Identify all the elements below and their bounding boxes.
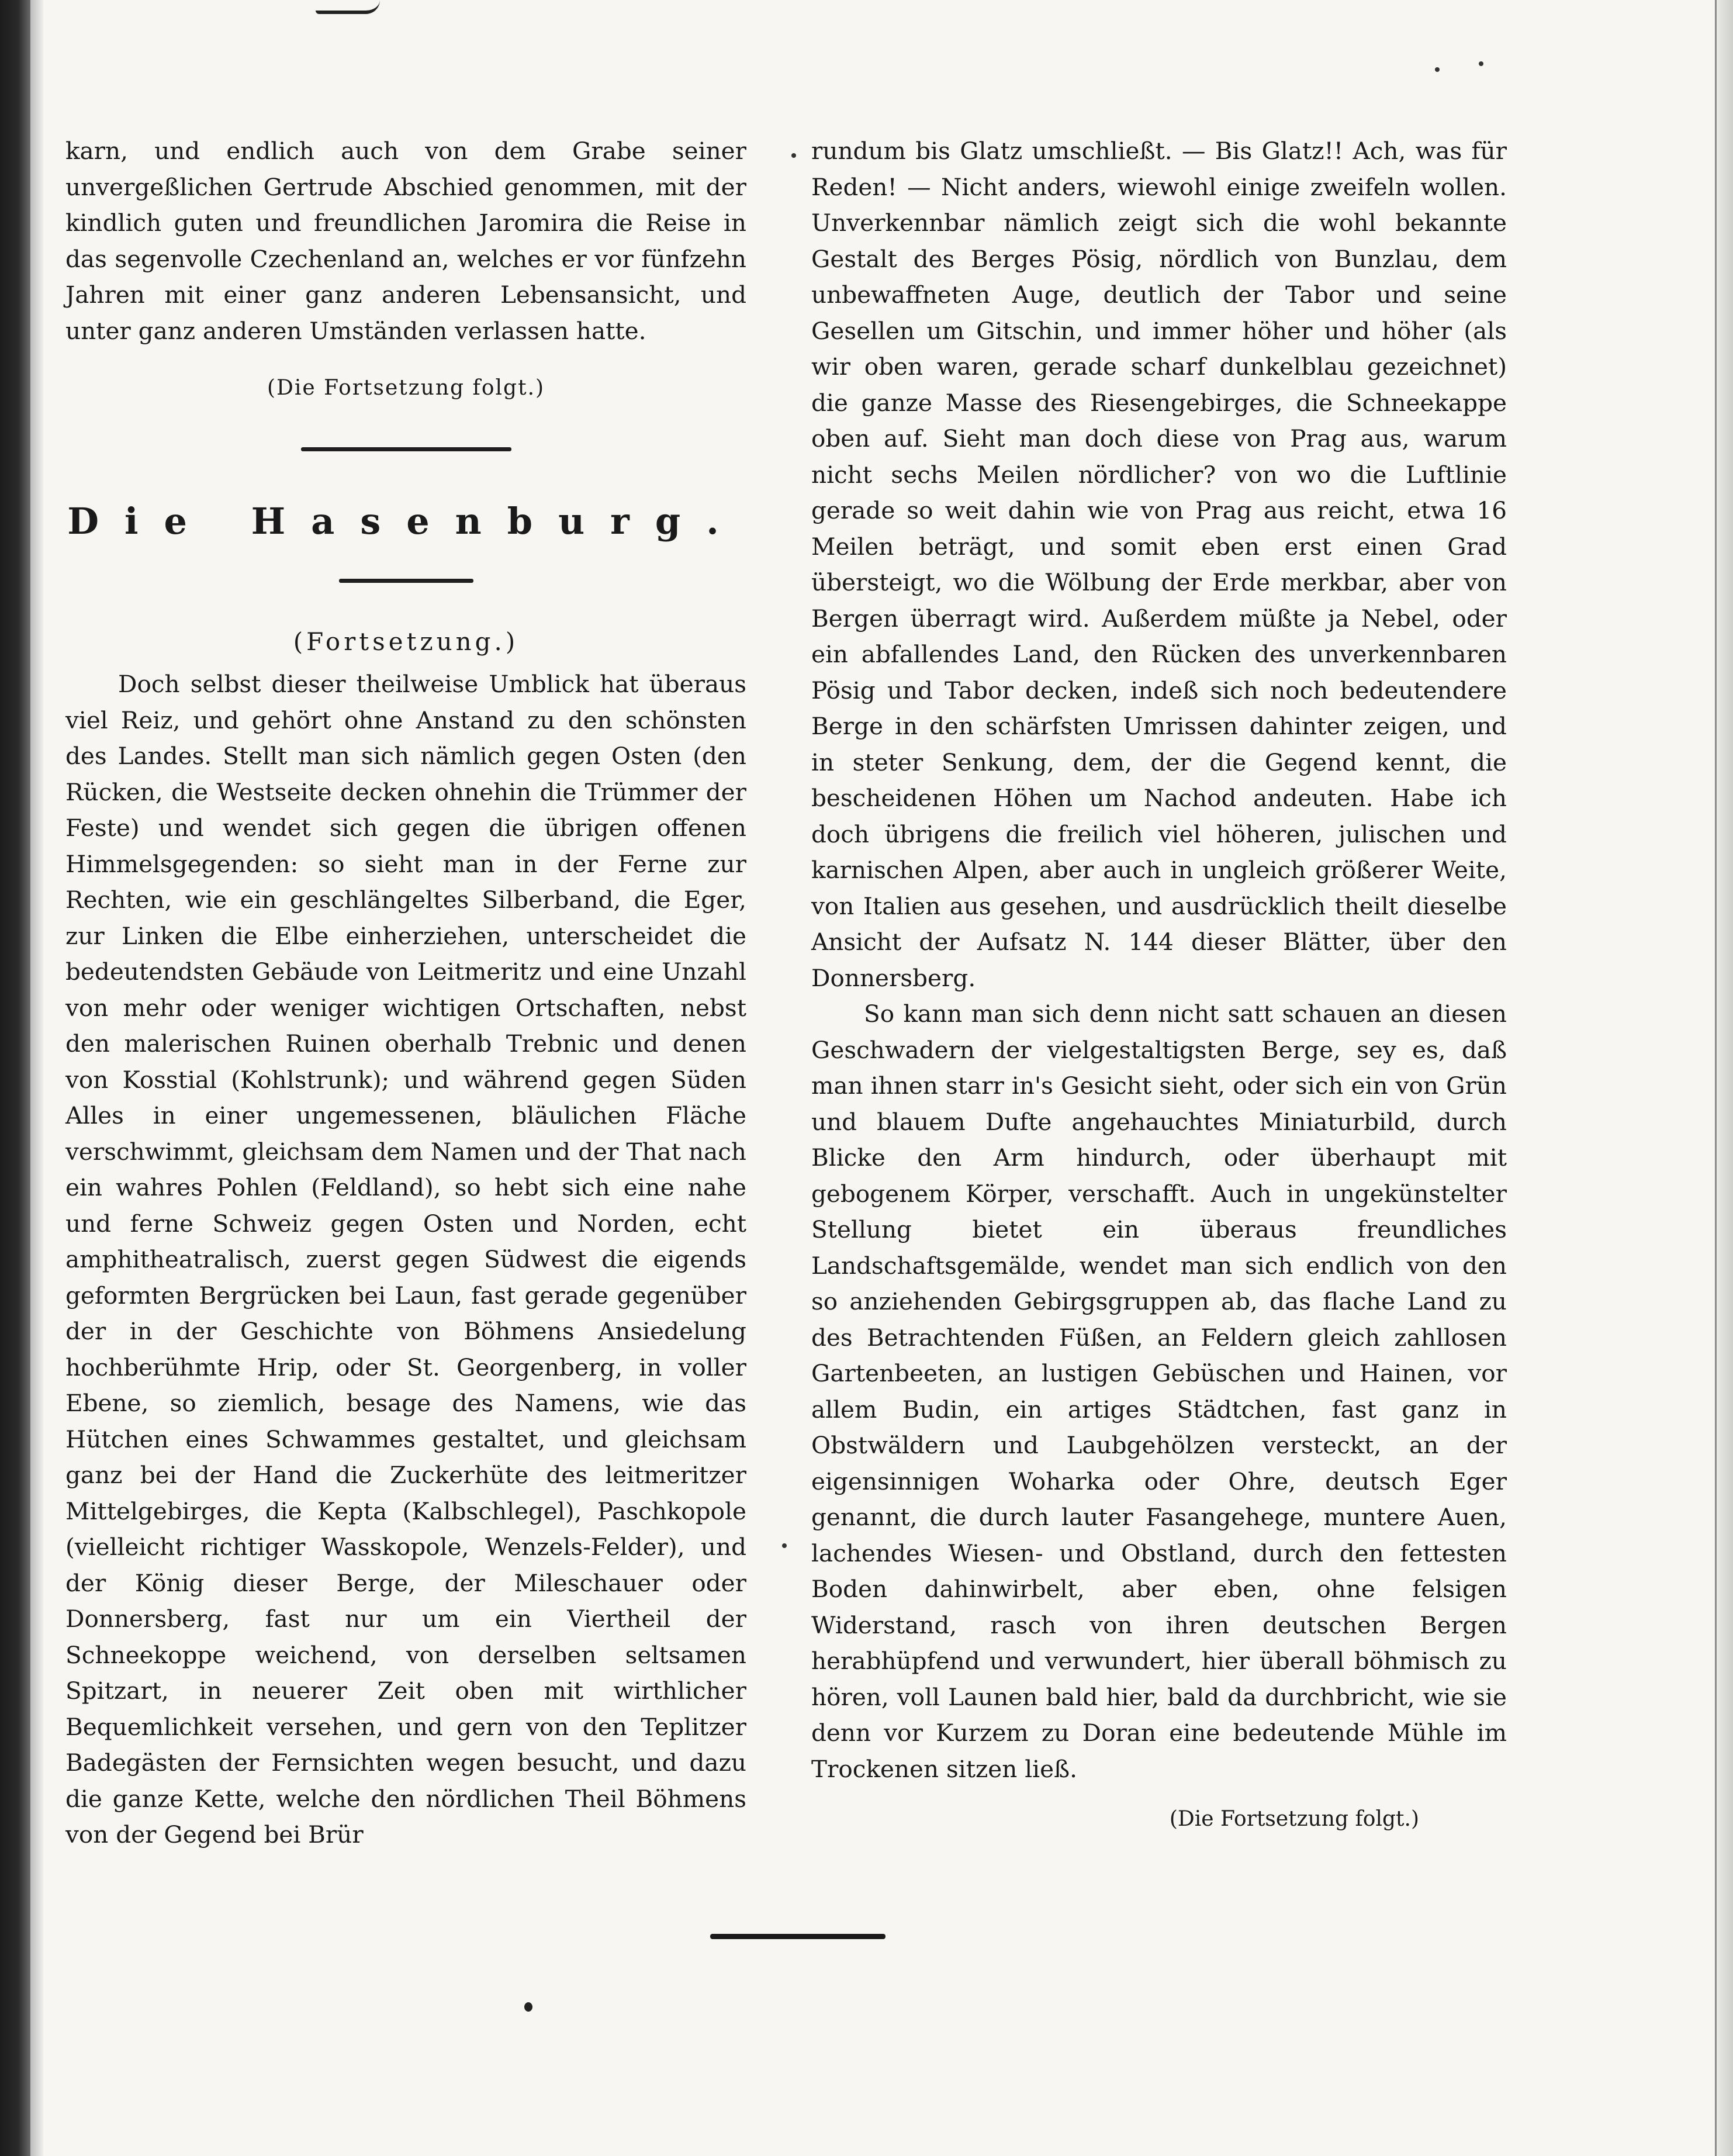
article-title: Die Hasenburg. bbox=[67, 499, 745, 543]
right-column bbox=[811, 133, 1507, 1837]
ink-speck bbox=[791, 153, 796, 158]
left-column bbox=[65, 133, 746, 1853]
body-paragraph: Doch selbst dieser theilweise Umblick hat überaus viel Reiz, und gehört ohne Anstand zu den schönsten des Landes. Stellt man sich nämlich gegen Osten (den Rücken, die Westseite decken ohnehin die Trümmer der Feste) und wendet sich gegen die übrigen offenen Himmelsgegenden: so sieht man in der Ferne zur Rechten, wie ein geschlängeltes Silberband, die Eger, zur Linken die Elbe einherziehen, unterscheidet die bedeutendsten Gebäude von Leitmeritz und eine Unzahl von mehr oder weniger wichtigen Ortschaften, nebst den malerischen Ruinen oberhalb Trebnic und denen von Kosstial (Kohlstrunk); und während gegen Süden Alles in einer ungemessenen, bläulichen Fläche verschwimmt, gleichsam dem Namen und der That nach ein wahres Pohlen (Feldland), so hebt sich eine nahe und ferne Schweiz gegen Osten und Norden, echt amphitheatralisch, zuerst gegen Südwest die eigends geformten Bergrücken bei Laun, fast gerade gegenüber der in der Geschichte von Böhmens Ansiedelung hochberühmte Hrip, oder St. Georgenberg, in voller Ebene, so ziemlich, besage des Namens, wie das Hütchen eines Schwammes gestaltet, und gleichsam ganz bei der Hand die Zuckerhüte des leitmeritzer Mittelgebirges, die Kepta (Kalbschlegel), Paschkopole (vielleicht richtiger Wasskopole, Wenzels-Felder), und der König dieser Berge, der Mileschauer oder Donnersberg, fast nur um ein Viertheil der Schneekoppe weichend, von derselben seltsamen Spitzart, in neuerer Zeit oben mit wirthlicher Bequemlichkeit versehen, und gern von den Teplitzer Badegästen der Fernsichten wegen besucht, und dazu die ganze Kette, welche den nördlichen Theil Böhmens von der Gegend bei Brür bbox=[65, 670, 746, 1849]
paragraph-2: So kann man sich denn nicht satt schauen an diesen Geschwadern der vielgestaltigsten Berge, sey es, daß man ihnen starr in's Gesicht sieht, oder sich ein von Grün und blauem Dufte angehauchtes Miniaturbild, durch Blicke den Arm hindurch, oder überhaupt mit gebogenem Körper, verschafft. Auch in ungekünstelter Stellung bietet ein überaus freundliches Landschaftsgemälde, wendet man sich endlich von den so anziehenden Gebirgsgruppen ab, das flache Land zu des Betrachtenden Füßen, an Feldern gleich zahllosen Gartenbeeten, an lustigen Gebüschen und Hainen, vor allem Budin, ein artiges Städtchen, fast ganz in Obstwäldern und Laubgehölzen versteckt, an der eigensinnigen Woharka oder Ohre, deutsch Eger genannt, die durch lauter Fasangehege, muntere Auen, lachendes Wiesen- und Obstland, durch den fettesten Boden dahinwirbelt, aber eben, ohne felsigen Widerstand, rasch von ihren deutschen Bergen herabhüpfend und verwundert, hier überall böhmisch zu hören, voll Launen bald hier, bald da durchbricht, wie sie denn vor Kurzem zu Doran eine bedeutende Mühle im Trockenen sitzen ließ. bbox=[811, 1000, 1507, 1783]
ink-speck bbox=[1435, 67, 1440, 72]
ink-speck bbox=[782, 1543, 787, 1548]
continuation-note: (Die Fortsetzung folgt.) bbox=[267, 376, 545, 400]
end-divider bbox=[710, 1934, 885, 1939]
continuation-note-right: (Die Fortsetzung folgt.) bbox=[1169, 1807, 1419, 1831]
paragraph-1: rundum bis Glatz umschließt. — Bis Glatz!! Ach, was für Reden! — Nicht anders, wiewohl einige zweifeln wollen. Unverkennbar nämlich zeigt sich die wohl bekannte Gestalt des Berges Pösig, nördlich von Bunzlau, dem unbewaffneten Auge, deutlich der Tabor und seine Gesellen um Gitschin, und immer höher und höher (als wir oben waren, gerade scharf dunkelblau gezeichnet) die ganze Masse des Riesengebirges, die Schneekappe oben auf. Sieht man doch diese von Prag aus, warum nicht sechs Meilen nördlicher? von wo die Luftlinie gerade so weit dahin wie von Prag aus reicht, etwa 16 Meilen beträgt, und somit eben erst einen Grad übersteigt, wo die Wölbung der Erde merkbar, aber von Bergen überragt wird. Außerdem müßte ja Nebel, oder ein abfallendes Land, den Rücken des unverkennbaren Pösig und Tabor decken, indeß sich noch bedeutendere Berge in den schärfsten Umrissen dahinter zeigen, und in steter Senkung, dem, der die Gegend kennt, die bescheidenen Höhen um Nachod andeuten. Habe ich doch übrigens die freilich viel höheren, julischen und karnischen Alpen, aber auch in ungleich größerer Weite, von Italien aus gesehen, und ausdrücklich theilt dieselbe Ansicht der Aufsatz N. 144 dieser Blätter, über den Donnersberg. bbox=[811, 137, 1507, 992]
title-divider bbox=[339, 579, 473, 583]
section-divider bbox=[301, 447, 511, 451]
ink-mark bbox=[316, 0, 380, 14]
page-gutter bbox=[30, 0, 43, 2156]
book-binding-shadow bbox=[0, 0, 30, 2156]
article-subtitle: (Fortsetzung.) bbox=[293, 627, 519, 656]
ink-speck bbox=[1479, 61, 1483, 66]
page-edge bbox=[1715, 0, 1733, 2156]
opening-paragraph: karn, und endlich auch von dem Grabe seiner unvergeßlichen Gertrude Abschied genommen, mit der kindlich guten und freundlichen Jaromira die Reise in das segenvolle Czechenland an, welches er vor fünfzehn Jahren mit einer ganz anderen Lebensansicht, und unter ganz anderen Umständen verlassen hatte. bbox=[65, 137, 746, 345]
ink-dot bbox=[524, 2002, 532, 2012]
